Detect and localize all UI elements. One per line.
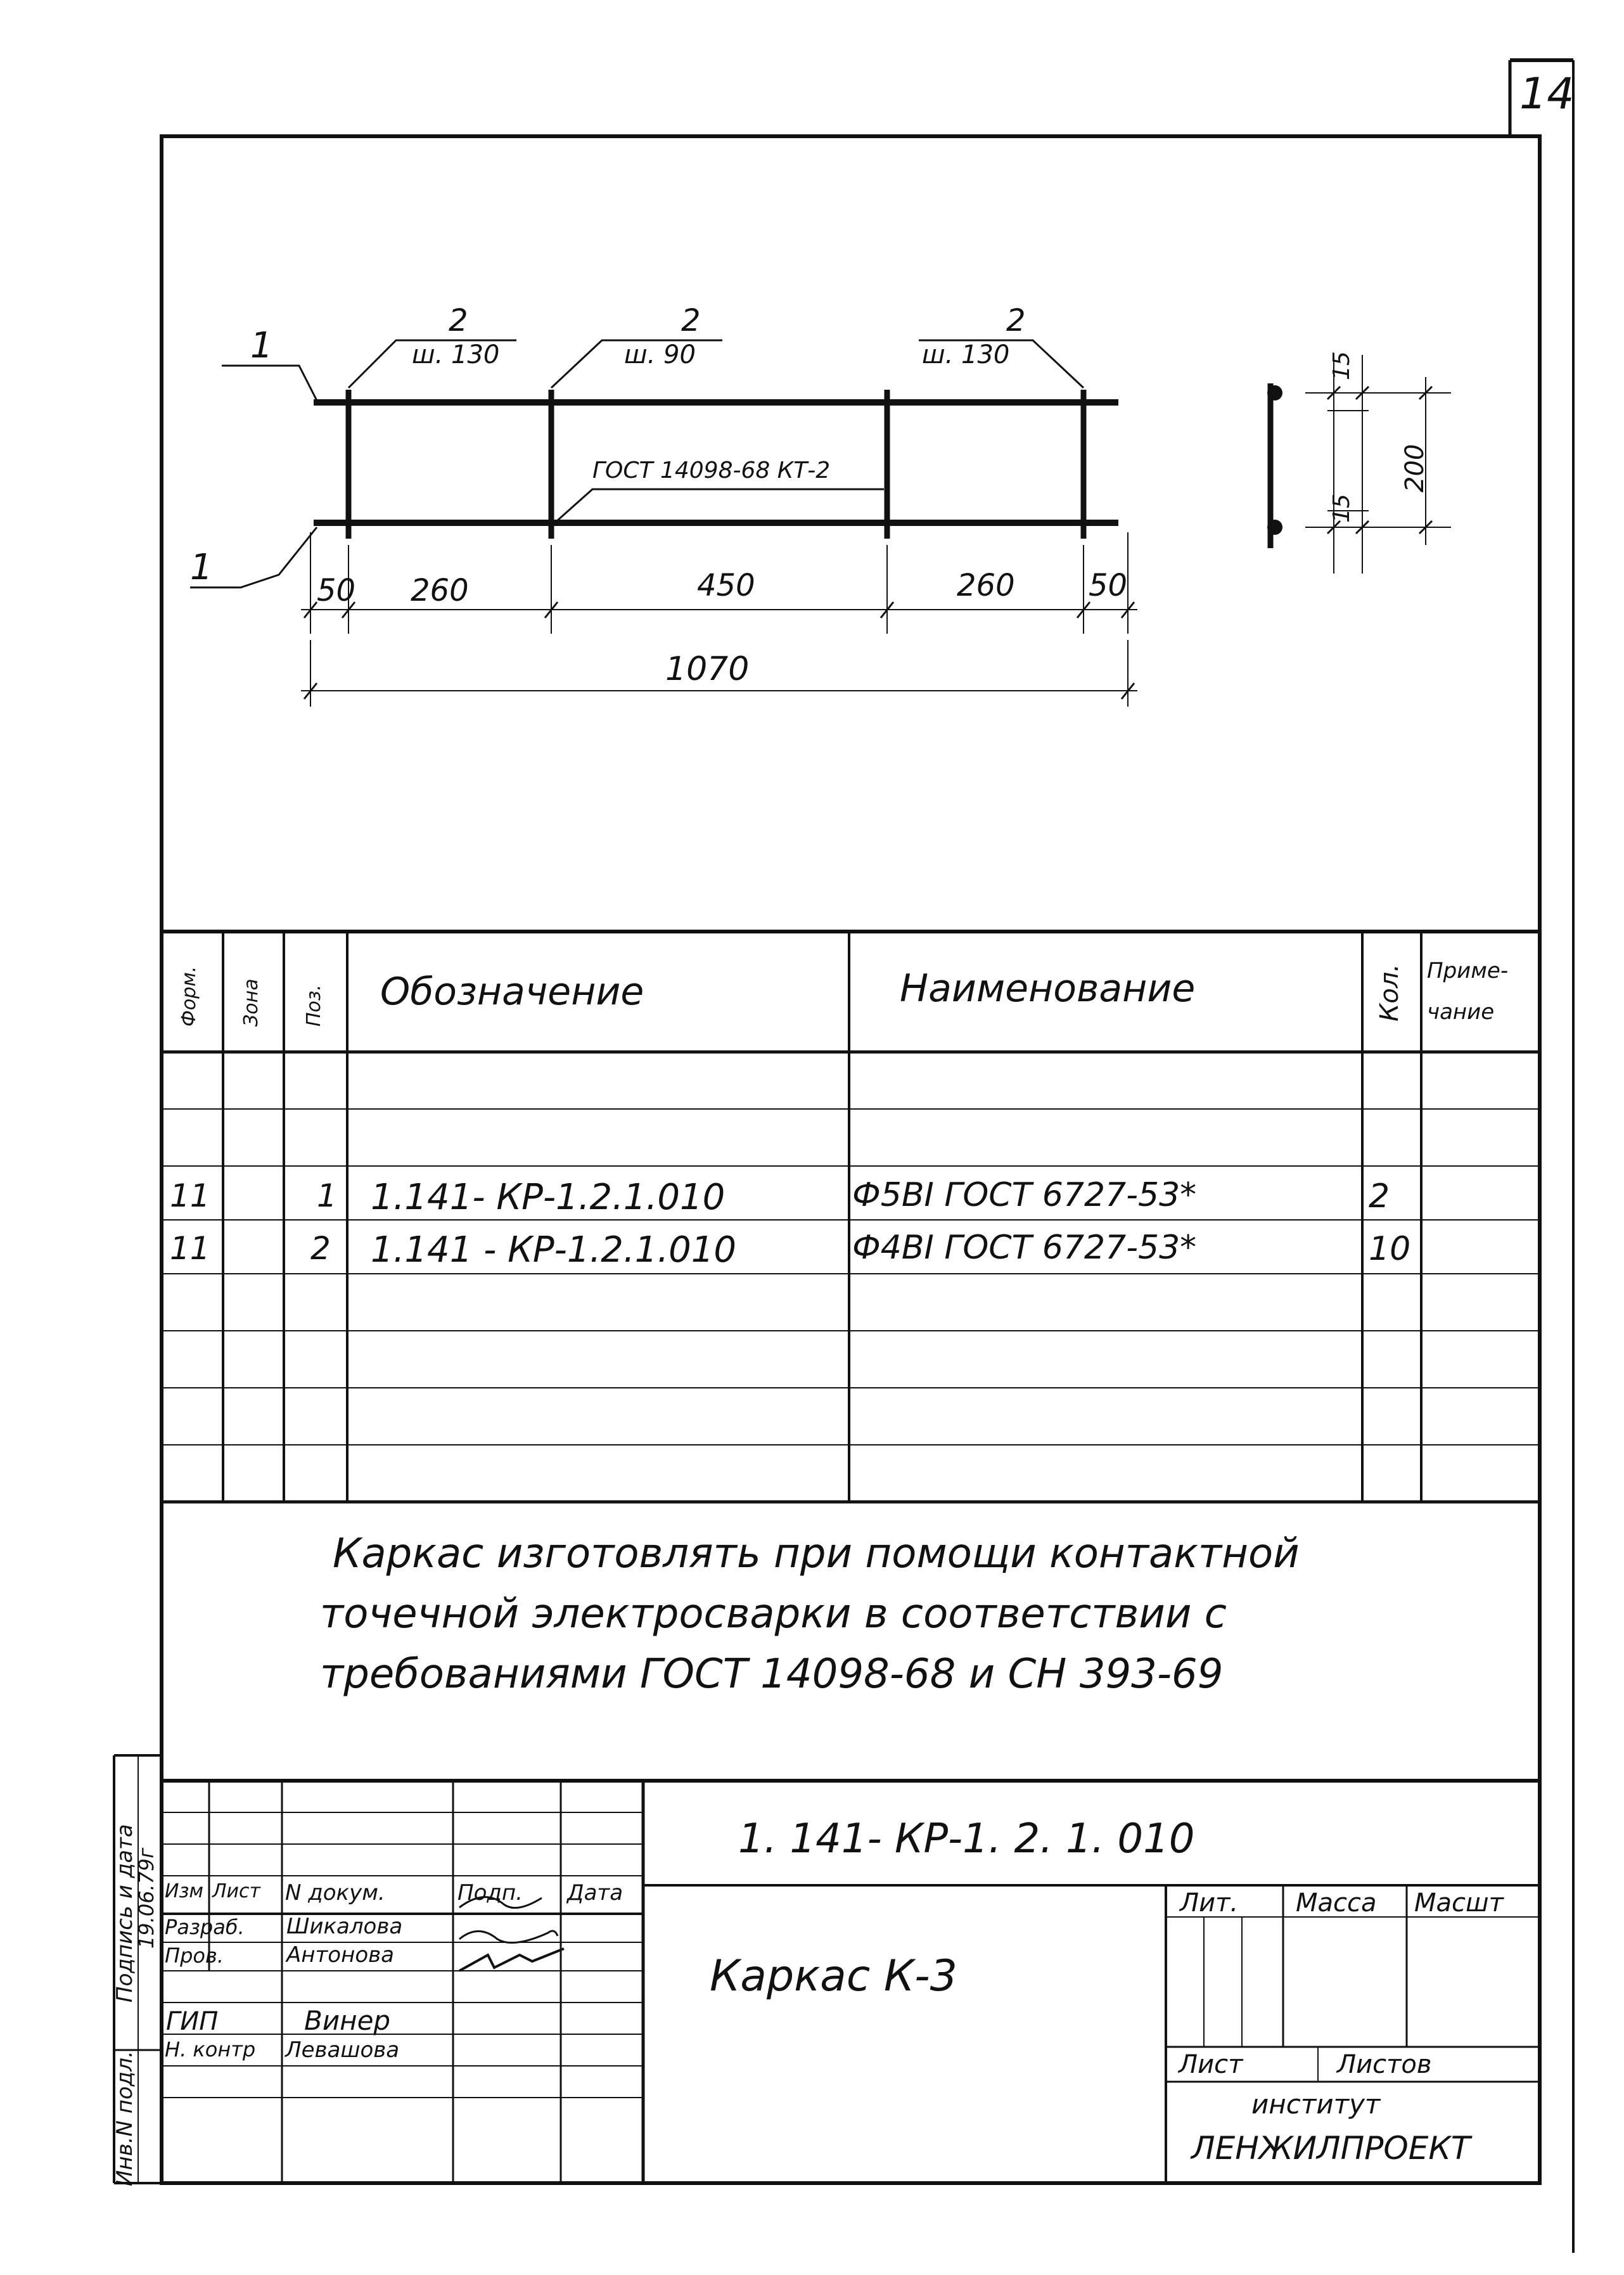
col-header-sign: Подп. — [457, 1880, 523, 1906]
sheets-label: Листов — [1337, 2050, 1432, 2079]
role-chief: ГИП — [166, 2007, 219, 2036]
weld-pitch-mid: ш. 90 — [624, 340, 696, 369]
header-format: Форм. — [178, 966, 200, 1027]
institute-name: ЛЕНЖИЛПРОЕКТ — [1191, 2130, 1471, 2167]
dim-50-left: 50 — [317, 573, 356, 608]
side-inv-label: Инв.N подл. — [112, 2051, 137, 2186]
note-line-1: Каркас изготовлять при помощи контактной — [333, 1530, 1300, 1577]
pos-label-bottom: 1 — [190, 547, 213, 588]
sheet-number: 14 — [1519, 69, 1575, 119]
table-row-1-name: Ф5ВI ГОСТ 6727-53* — [852, 1176, 1197, 1214]
role-checker: Пров. — [165, 1944, 224, 1968]
header-zone: Зона — [240, 978, 262, 1027]
header-designation: Обозначение — [380, 970, 644, 1014]
mass-label: Масса — [1296, 1888, 1377, 1918]
table-row-1-designation: 1.141- КР-1.2.1.010 — [371, 1177, 726, 1218]
header-qty: Кол. — [1375, 963, 1404, 1022]
weld-spec: ГОСТ 14098-68 КТ-2 — [592, 458, 831, 484]
header-note-1: Приме- — [1427, 958, 1509, 984]
person-norm-control: Левашова — [285, 2037, 400, 2063]
sheet-label: Лист — [1179, 2050, 1243, 2079]
col-header-date: Дата — [567, 1880, 623, 1906]
header-note-2: чание — [1427, 999, 1495, 1025]
scale-label: Масшт — [1414, 1888, 1504, 1918]
dim-450: 450 — [697, 568, 755, 603]
table-row-1-format: 11 — [170, 1177, 210, 1214]
table-row-2-designation: 1.141 - КР-1.2.1.010 — [371, 1229, 737, 1271]
dim-50-right: 50 — [1089, 568, 1128, 603]
person-checker: Антонова — [286, 1942, 394, 1968]
section-dim-top: 15 — [1329, 351, 1355, 380]
weld-count-left: 2 — [449, 303, 468, 338]
dim-total: 1070 — [665, 650, 750, 688]
doc-code: 1. 141- КР-1. 2. 1. 010 — [738, 1816, 1195, 1862]
table-row-1-pos: 1 — [317, 1177, 337, 1214]
weld-pitch-left: ш. 130 — [412, 340, 500, 369]
weld-count-right: 2 — [1006, 303, 1026, 338]
col-header-izm: Изм — [165, 1880, 204, 1902]
table-row-2-format: 11 — [170, 1230, 210, 1267]
pos-label-top: 1 — [250, 325, 273, 366]
institute-label: институт — [1251, 2089, 1381, 2120]
cage-drawing — [190, 340, 1137, 707]
header-pos: Поз. — [303, 984, 325, 1027]
section-height: 200 — [1400, 444, 1429, 492]
col-header-doc: N докум. — [285, 1880, 385, 1906]
table-row-2-qty: 10 — [1369, 1230, 1411, 1268]
role-norm-control: Н. контр — [165, 2037, 256, 2061]
table-row-2-name: Ф4ВI ГОСТ 6727-53* — [852, 1229, 1197, 1267]
note-line-3: требованиями ГОСТ 14098-68 и СН 393-69 — [320, 1651, 1224, 1698]
person-chief: Винер — [304, 2005, 391, 2036]
weld-pitch-right: ш. 130 — [922, 340, 1010, 369]
drawing-title: Каркас К-3 — [710, 1951, 957, 2001]
person-developer: Шикалова — [286, 1914, 403, 1939]
table-row-2-pos: 2 — [310, 1230, 331, 1267]
dim-260-left: 260 — [411, 573, 469, 608]
header-name: Наименование — [900, 966, 1196, 1011]
table-row-1-qty: 2 — [1369, 1177, 1390, 1215]
col-header-list: Лист — [212, 1880, 261, 1902]
weld-count-mid: 2 — [681, 303, 701, 338]
section-dim-bottom: 15 — [1329, 494, 1355, 523]
note-line-2: точечной электросварки в соответствии с — [320, 1591, 1227, 1637]
dim-260-right: 260 — [957, 568, 1015, 603]
side-date: 19.06.79г — [134, 1847, 158, 1949]
role-developer: Разраб. — [165, 1915, 245, 1939]
lit-label: Лит. — [1180, 1888, 1239, 1918]
side-sign-label: Подпись и дата — [112, 1824, 137, 2003]
